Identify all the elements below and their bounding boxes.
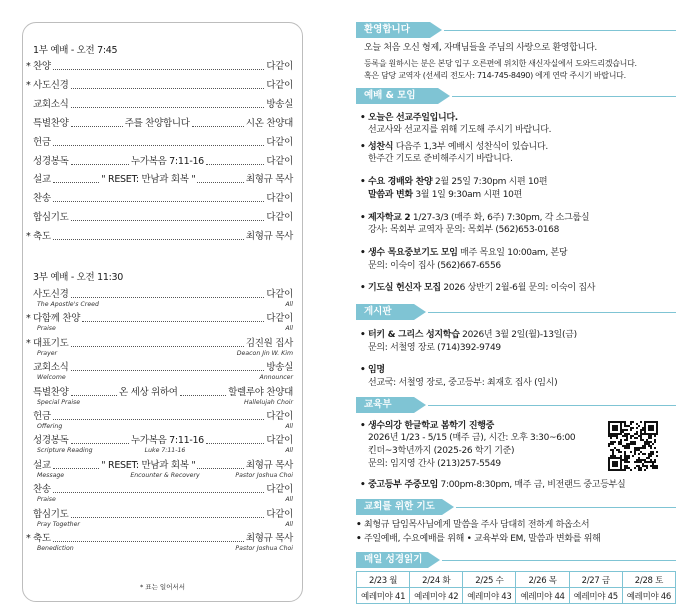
program-item-leader: 다같이	[266, 136, 293, 148]
program-item-leader: 최형규 목사	[245, 174, 294, 186]
worship-item-wednesday: • 수요 경배와 찬양 2월 25일 7:30pm 시편 10편	[368, 176, 547, 188]
bible-reading: 예레미야 45	[569, 588, 622, 604]
worship-item-communion: • 성찬식 다음주 1,3부 예배시 성찬식이 있습니다.	[368, 141, 548, 153]
service3-title: 3부 예배 - 오전 11:30	[33, 272, 124, 283]
program-row	[33, 156, 293, 168]
notice-item-appointment: • 임명	[368, 364, 385, 376]
program-item-english: Pray Together All	[37, 520, 293, 528]
bible-day: 2/23 월	[357, 572, 410, 588]
education-item-korean-school-text: 2026년 1/23 - 5/15 (매주 금), 시간: 오후 3:30~6:00	[368, 433, 576, 443]
program-item-leader: 최형규 목사	[245, 533, 293, 544]
program-item-label: 찬송	[33, 193, 51, 205]
program-item-detail: 누가복음 7:11-16	[130, 155, 204, 167]
program-item-label: * 다함께 찬양	[26, 313, 81, 325]
program-row	[33, 509, 293, 521]
program-item-label: 특별찬양	[33, 117, 69, 129]
program-item-label: 합심기도	[33, 508, 69, 520]
notice-item-appointment-text: 선교국: 서철영 장로, 중고등부: 최재호 집사 (임시)	[368, 378, 558, 388]
program-item-leader: 다같이	[266, 484, 293, 496]
welcome-line3: 혹은 담당 교역자 (선세리 전도사: 714-745-8490) 에게 연락 주시기 바랍니다.	[364, 71, 626, 80]
program-item-detail: 주를 찬양합니다	[124, 117, 190, 129]
announcements-panel	[356, 20, 676, 610]
program-item-english: Praise All	[37, 325, 293, 333]
worship-header: 예배 & 모임	[356, 88, 438, 104]
prayer-header: 교회를 위한 기도	[356, 499, 442, 515]
program-item-leader: 다같이	[266, 289, 293, 300]
program-item-leader: 최형규 목사	[245, 231, 293, 243]
order-of-worship-panel	[22, 22, 303, 602]
bible-day: 2/26 목	[516, 572, 569, 588]
program-item-english: Scripture Reading Luke 7:11-16 All	[37, 447, 293, 455]
program-row	[33, 212, 293, 224]
program-item-label: 특별찬양	[33, 386, 69, 398]
worship-item-prayer-meeting: • 생수 목요중보기도 모임 매주 목요일 10:00am, 본당	[368, 247, 567, 259]
program-row	[33, 460, 293, 472]
program-item-leader: 다같이	[266, 61, 293, 72]
worship-item-mission: • 오늘은 선교주일입니다.	[368, 112, 458, 124]
program-item-label: 설교	[33, 174, 51, 186]
program-item-english: The Apostle's Creed All	[37, 301, 293, 308]
program-item-label: 헌금	[33, 136, 51, 148]
bible-reading-table	[356, 571, 676, 604]
program-row	[33, 411, 293, 423]
notice-item-tour-text: 문의: 서철영 장로 (714)392-9749	[368, 343, 501, 353]
program-item-leader: 방송실	[266, 98, 293, 110]
bible-day: 2/24 화	[410, 572, 463, 588]
program-item-leader: 시온 찬양대	[245, 117, 294, 129]
program-item-label: 합심기도	[33, 212, 69, 224]
program-row	[26, 337, 293, 350]
program-item-english: Offering All	[37, 423, 293, 430]
worship-item-word: 말씀과 변화 3월 1일 9:30am 시편 10편	[368, 190, 522, 200]
program-item-english: Message Encounter & Recovery Pastor Joshua Choi	[37, 471, 293, 479]
standing-footnote: * 표는 일어서서	[139, 583, 186, 591]
program-item-leader: 방송실	[266, 362, 293, 374]
program-item-label: * 대표기도	[26, 337, 69, 349]
program-item-leader: 다같이	[266, 435, 294, 447]
program-item-detail: 누가복음 7:11-16	[130, 435, 204, 447]
prayer-item-services: • 주일예배, 수요예배를 위해 • 교육부와 EM, 말씀과 변화를 위해	[364, 533, 601, 545]
program-item-leader: 다같이	[266, 313, 293, 325]
program-item-label: * 축도	[26, 231, 51, 243]
education-item-korean-school: • 생수의강 한글학교 봄학기 진행중	[368, 420, 494, 432]
program-item-leader: 다같이	[266, 79, 293, 91]
program-item-label: 교회소식	[33, 362, 69, 374]
worship-item-communion-text: 한주간 기도로 준비해주시기 바랍니다.	[368, 154, 513, 164]
worship-item-disciple: • 제자학교 2 1/27-3/3 (매주 화, 6주) 7:30pm, 각 소그룹실	[368, 212, 589, 224]
program-item-label: 찬송	[33, 484, 51, 496]
program-item-label: 성경봉독	[33, 435, 69, 447]
service1-title: 1부 예배 - 오전 7:45	[33, 45, 118, 56]
program-row	[26, 61, 293, 73]
worship-item-prayer-room: • 기도실 헌신자 모집 2026 상반기 2월-6월 문의: 이숙이 집사	[368, 282, 595, 294]
program-row	[33, 174, 293, 186]
program-row	[33, 193, 293, 205]
program-item-leader: 다같이	[266, 508, 293, 520]
welcome-header: 환영합니다	[356, 22, 430, 38]
education-item-youth: • 중고등부 주중모임 7:00pm-8:30pm, 매주 금, 비전랜드 중고등부실	[368, 479, 625, 491]
worship-item-mission-text: 선교사와 선교지를 위해 기도해 주시기 바랍니다.	[368, 125, 552, 135]
education-header: 교육부	[356, 397, 414, 413]
bible-day: 2/28 토	[622, 572, 675, 588]
education-item-korean-school-text2: 킨더~3학년까지 (2025-26 학기 기준)	[368, 446, 515, 456]
program-item-label: 교회소식	[33, 98, 69, 110]
program-item-label: * 찬양	[26, 61, 51, 72]
program-row	[33, 137, 293, 149]
program-row	[33, 484, 293, 496]
qr-code-icon[interactable]	[608, 421, 658, 471]
program-row	[26, 79, 293, 92]
program-item-leader: 다같이	[266, 411, 293, 422]
bible-day: 2/27 금	[569, 572, 622, 588]
welcome-line1: 오늘 처음 오신 형제, 자매님들을 주님의 사랑으로 환영합니다.	[364, 43, 597, 53]
bible-reading: 예레미야 44	[516, 588, 569, 604]
program-item-leader: 다같이	[266, 193, 293, 205]
bible-day: 2/25 수	[463, 572, 516, 588]
program-item-leader: 다같이	[266, 212, 293, 224]
program-row	[33, 289, 293, 301]
bible-header: 매일 성경읽기	[356, 552, 428, 568]
program-item-english: Welcome Announcer	[37, 374, 293, 382]
program-item-leader: 할렐루야 찬양대	[228, 386, 294, 398]
notice-header: 게시판	[356, 304, 414, 320]
education-item-korean-school-text3: 문의: 임지영 간사 (213)257-5549	[368, 459, 501, 469]
program-row	[33, 387, 293, 399]
program-item-english: Prayer Deacon Jin W. Kim	[37, 349, 293, 357]
program-row	[33, 99, 293, 111]
program-item-label: 사도신경	[33, 289, 69, 300]
worship-item-disciple-text: 강사: 목회부 교역자 문의: 목회부 (562)653-0168	[368, 225, 560, 235]
prayer-item-pastor: • 최형규 담임목사님에게 말씀을 주사 담대히 전하게 하옵소서	[364, 519, 589, 531]
program-item-english: Praise All	[37, 496, 293, 504]
program-item-label: 성경봉독	[33, 155, 69, 167]
bible-reading: 예레미야 46	[622, 588, 675, 604]
program-row	[33, 118, 293, 130]
program-item-leader: 최형규 목사	[245, 459, 294, 471]
program-row	[26, 231, 293, 243]
program-item-english: Special Praise Hallelujah Choir	[37, 398, 293, 406]
bible-reading: 예레미야 42	[410, 588, 463, 604]
program-item-leader: 다같이	[266, 155, 294, 167]
program-row	[26, 313, 293, 325]
program-item-detail: " RESET: 만남과 회복 "	[101, 174, 196, 186]
program-item-label: 헌금	[33, 411, 51, 422]
program-item-label: * 축도	[26, 533, 51, 544]
program-item-label: * 사도신경	[26, 79, 69, 91]
notice-item-tour: • 터키 & 그리스 성지학습 2026년 3월 2일(월)-13일(금)	[368, 329, 577, 341]
bible-reading: 예레미야 41	[357, 588, 410, 604]
program-row	[26, 533, 293, 545]
program-row	[33, 362, 293, 374]
program-item-leader: 김진원 집사	[245, 337, 293, 349]
program-item-label: 설교	[33, 459, 51, 471]
program-item-detail: " RESET: 만남과 회복 "	[101, 459, 196, 471]
worship-item-prayer-meeting-text: 문의: 이숙이 집사 (562)667-6556	[368, 261, 501, 271]
program-item-detail: 온 세상 위하여	[118, 386, 178, 398]
welcome-line2: 등록을 원하시는 분은 본당 입구 오른편에 위치한 새신자실에서 도와드리겠습니다.	[364, 59, 637, 68]
program-row	[33, 435, 293, 447]
program-item-english: Benediction Pastor Joshua Choi	[37, 545, 293, 552]
bible-reading: 예레미야 43	[463, 588, 516, 604]
